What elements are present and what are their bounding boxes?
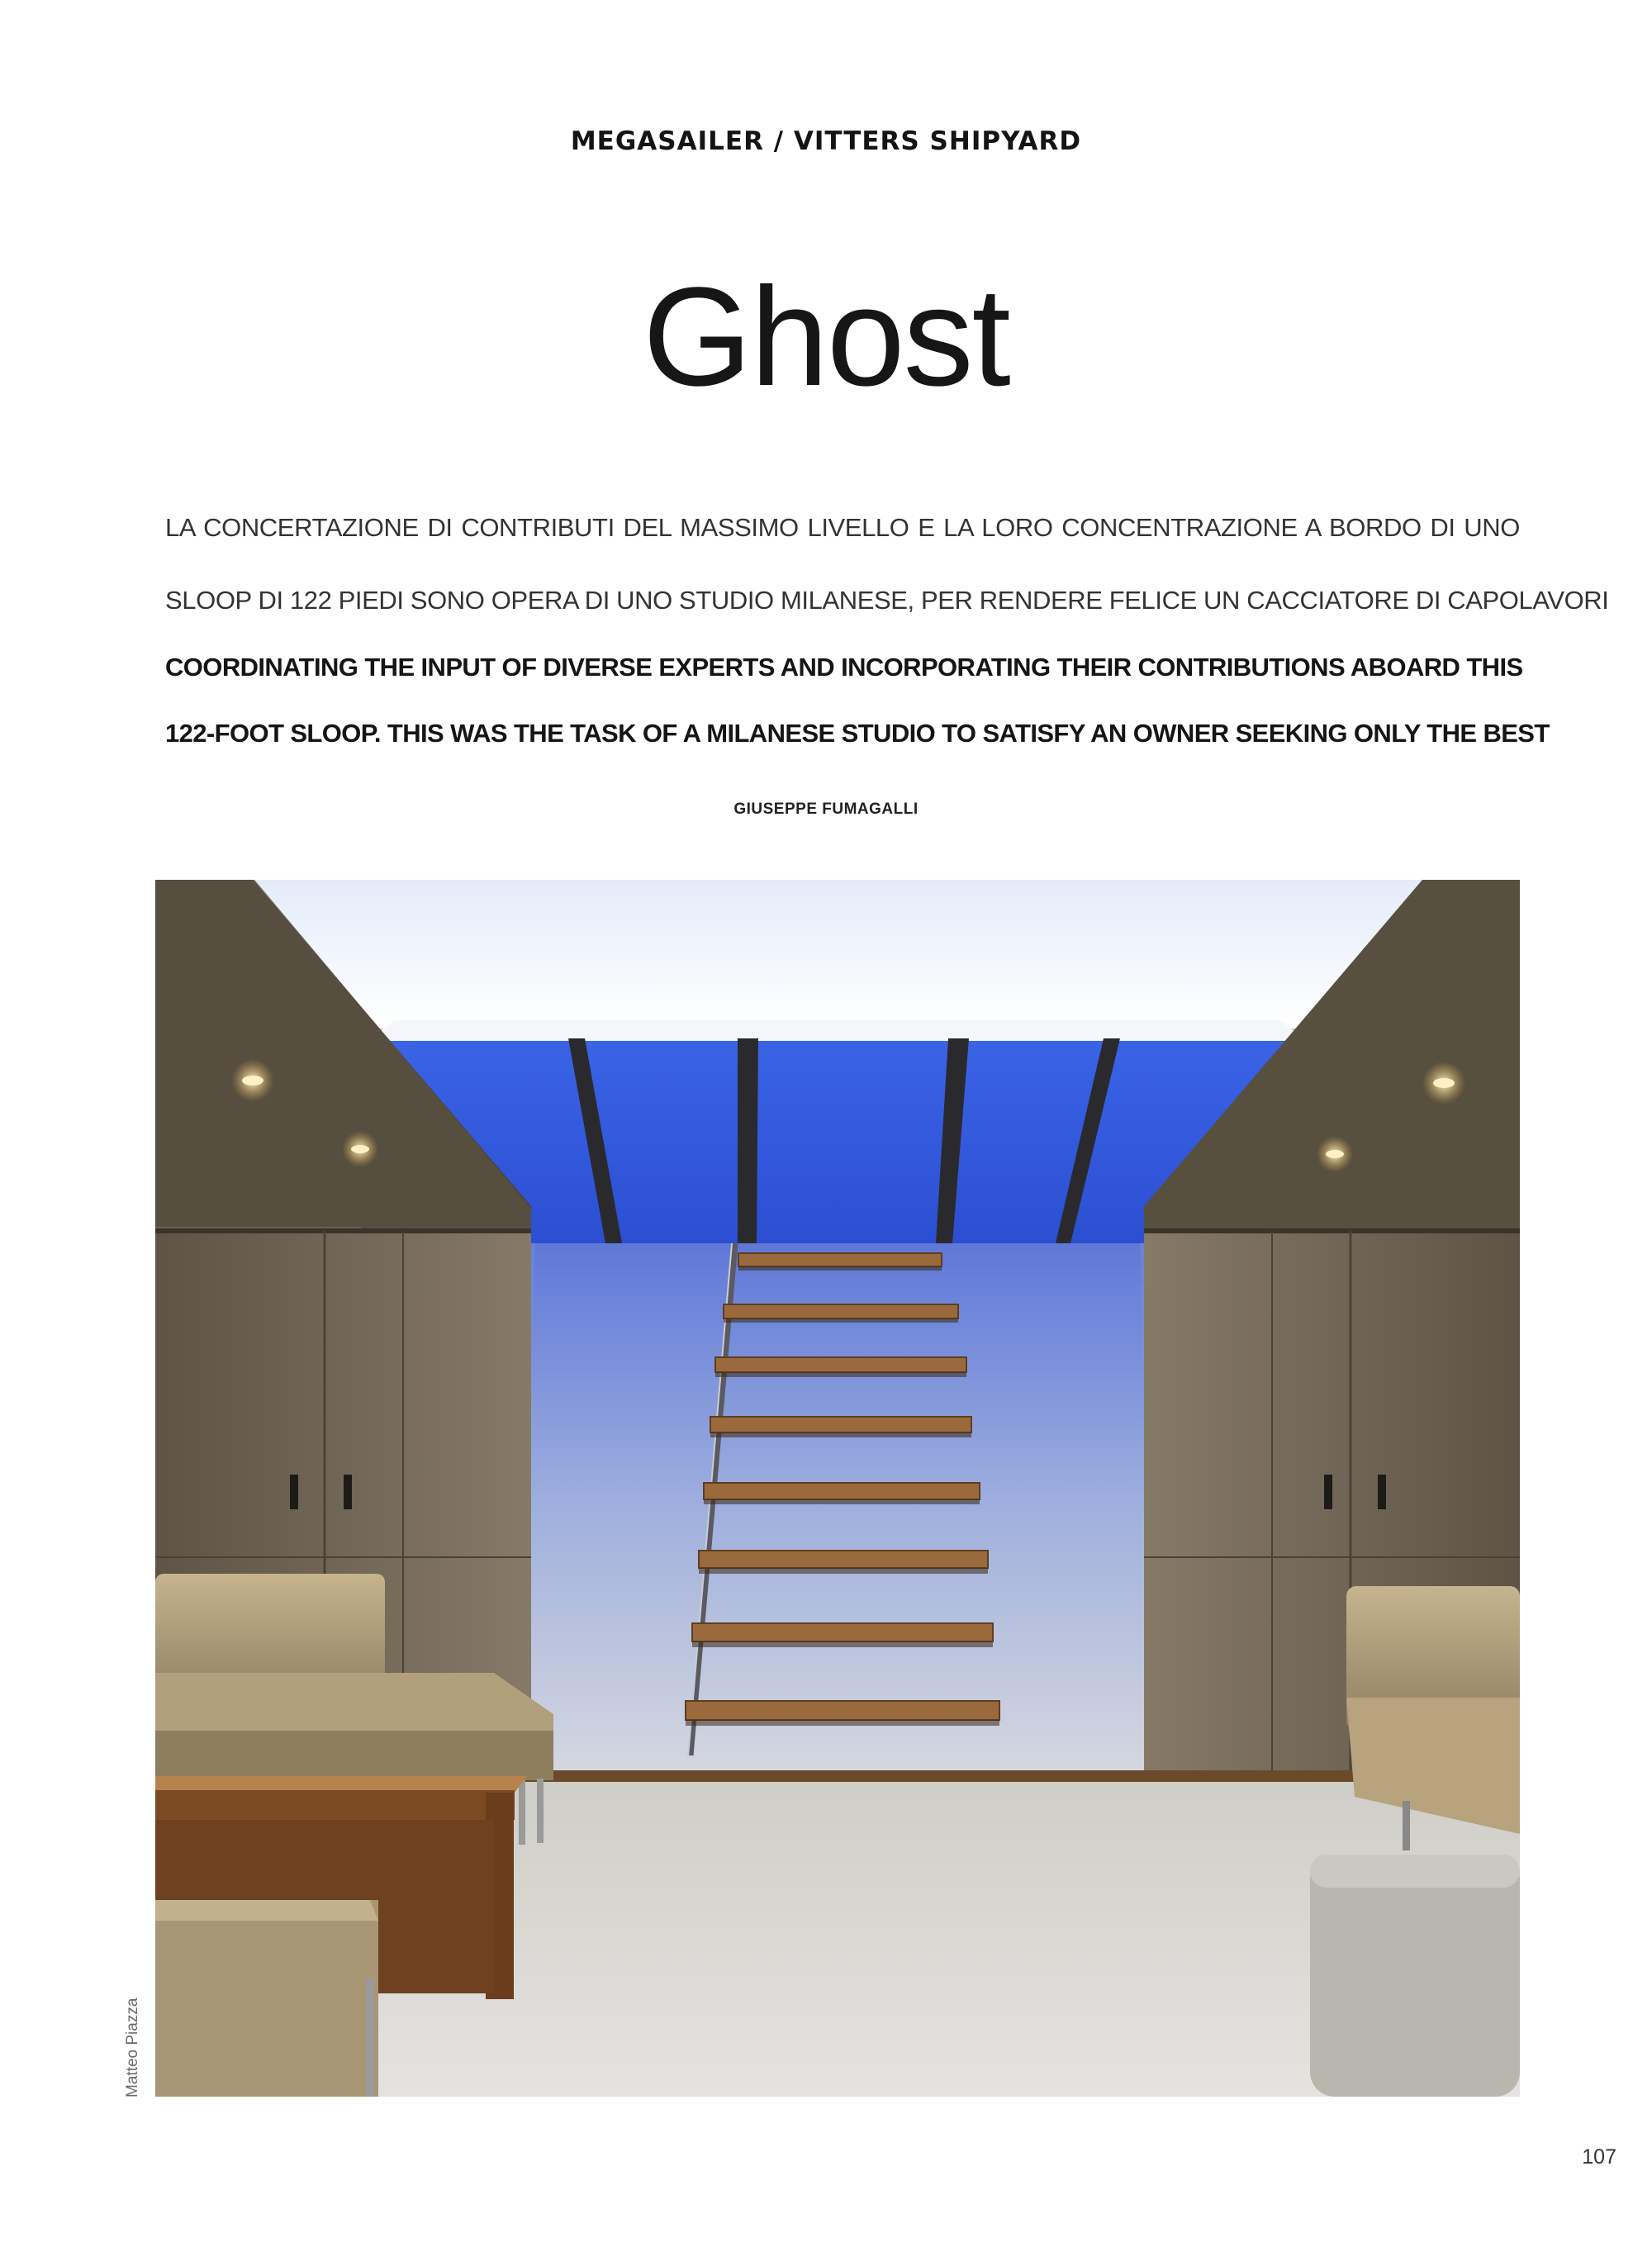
photo-credit: Matteo Piazza	[124, 1998, 141, 2097]
standfirst-italian-line-2: SLOOP DI 122 PIEDI SONO OPERA DI UNO STUDIO MILANESE, PER RENDERE FELICE UN CACCIATORE DI CAPOLAVORI	[165, 586, 1609, 615]
standfirst-italian-line-1: LA CONCERTAZIONE DI CONTRIBUTI DEL MASSIMO LIVELLO E LA LORO CONCENTRAZIONE A BORDO DI UNO	[165, 513, 1520, 542]
interior-photo	[155, 880, 1520, 2097]
standfirst-english-line-1: COORDINATING THE INPUT OF DIVERSE EXPERTS AND INCORPORATING THEIR CONTRIBUTIONS ABOARD THIS	[165, 653, 1523, 682]
article-title: Ghost	[643, 259, 1009, 416]
section-kicker: MEGASAILER / VITTERS SHIPYARD	[570, 126, 1082, 156]
standfirst-english-line-2: 122-FOOT SLOOP. THIS WAS THE TASK OF A MILANESE STUDIO TO SATISFY AN OWNER SEEKING ONLY THE BEST	[165, 719, 1550, 748]
page-number: 107	[1582, 2145, 1616, 2169]
author-byline: GIUSEPPE FUMAGALLI	[733, 800, 919, 818]
